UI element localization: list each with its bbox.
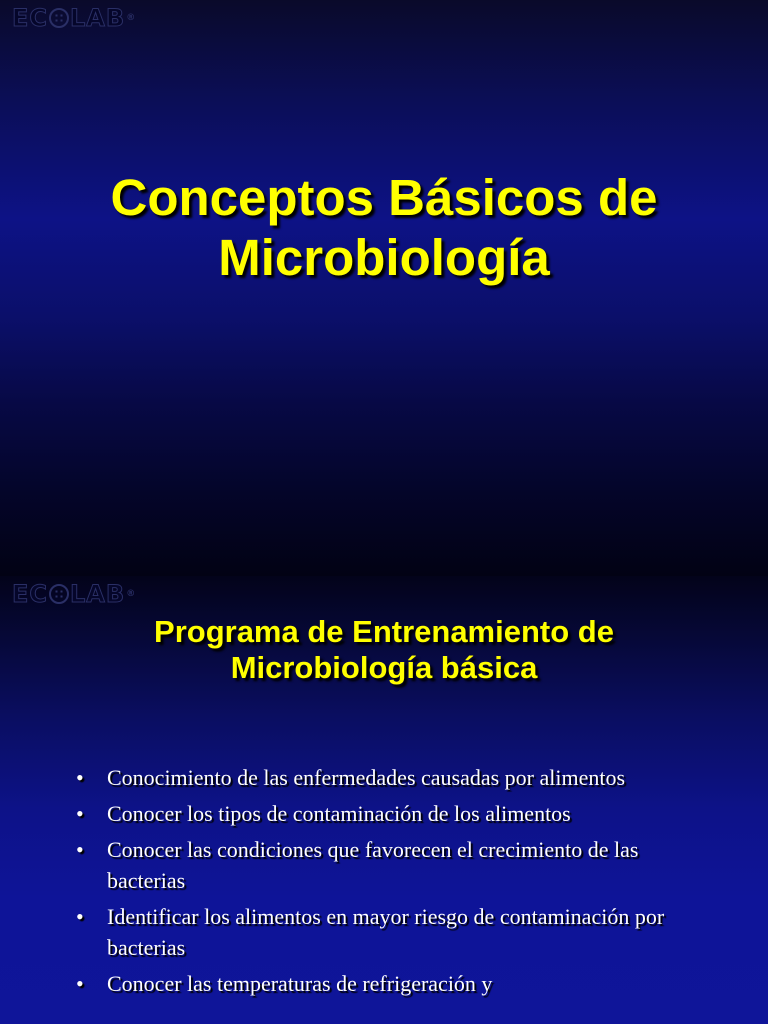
bullet-icon: •	[76, 904, 84, 929]
slide-2-title	[0, 614, 768, 686]
bullet-item	[76, 901, 716, 963]
bullet-item	[76, 798, 716, 829]
ecolab-logo: EC LAB ®	[12, 580, 137, 608]
bullet-text: Conocer los tipos de contaminación de los alimentos	[107, 801, 571, 826]
registered-mark: ®	[126, 589, 137, 599]
bullet-icon: •	[76, 801, 84, 826]
title-line-2: Microbiología	[218, 229, 550, 286]
title-line-1: Programa de Entrenamiento de	[154, 614, 614, 649]
bullet-item	[76, 762, 716, 793]
ecolab-logo: EC LAB ®	[12, 4, 137, 32]
bullet-icon: •	[76, 837, 84, 862]
slide-1-title	[0, 168, 768, 288]
logo-dots-icon	[49, 8, 69, 28]
slide-program	[0, 576, 768, 1024]
registered-mark: ®	[126, 13, 137, 23]
bullet-text: Identificar los alimentos en mayor riesgo de contaminación por bacterias	[107, 904, 665, 960]
title-line-1: Conceptos Básicos de	[110, 169, 658, 226]
bullet-item	[76, 968, 716, 999]
bullet-list	[76, 762, 716, 1004]
bullet-item	[76, 834, 716, 896]
title-line-2: Microbiología básica	[230, 650, 538, 685]
bullet-text: Conocimiento de las enfermedades causadas por alimentos	[107, 765, 626, 790]
bullet-icon: •	[76, 765, 84, 790]
bullet-text: Conocer las condiciones que favorecen el crecimiento de las bacterias	[107, 837, 639, 893]
logo-dots-icon	[49, 584, 69, 604]
bullet-icon: •	[76, 971, 84, 996]
bullet-text: Conocer las temperaturas de refrigeración y	[107, 971, 493, 996]
